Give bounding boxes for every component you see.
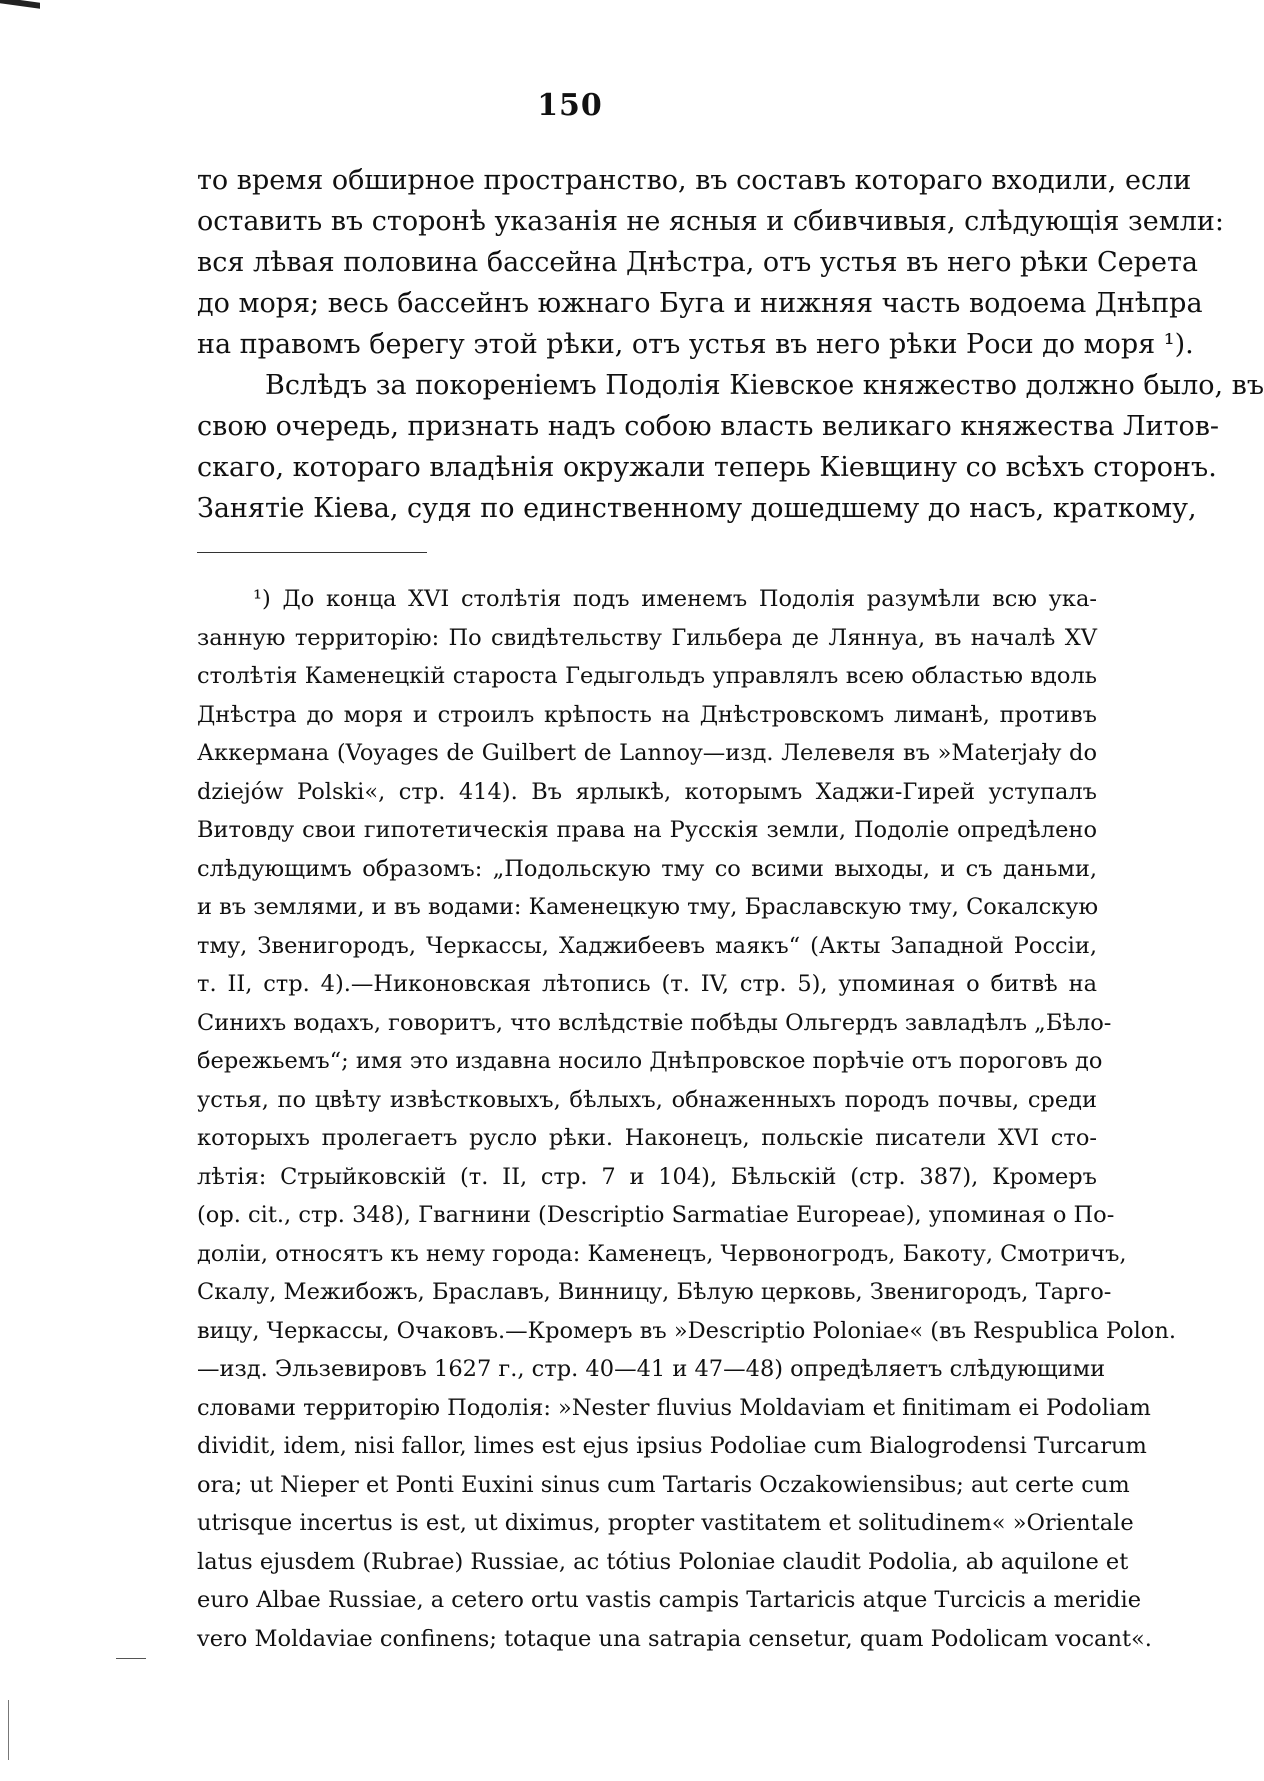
footnote-line: ora; ut Nieper et Ponti Euxini sinus cum Tartaris Oczakowiensibus; aut certe cum: [197, 1471, 1130, 1498]
footnote-line: столѣтія Каменецкій староста Гедыгольдъ управлялъ всею областью вдоль: [197, 663, 1097, 689]
footnote-line: —изд. Эльзевировъ 1627 г., стр. 40—41 и 47—48) опредѣляетъ слѣдующими: [197, 1356, 1106, 1382]
footnote-line: тму, Звенигородъ, Черкассы, Хаджибеевъ маякъ“ (Акты Западной Россіи,: [197, 932, 1097, 959]
footnote-line: которыхъ пролегаетъ русло рѣки. Наконецъ, польскіе писатели XVI сто-: [197, 1125, 1097, 1151]
footnote-line: ¹) До конца XVI столѣтія подъ именемъ Подолія разумѣли всю ука-: [253, 586, 1097, 612]
body-line: на правомъ берегу этой рѣки, отъ устья въ него рѣки Роси до моря ¹).: [197, 329, 1194, 360]
body-line: до моря; весь бассейнъ южнаго Буга и нижняя часть водоема Днѣпра: [197, 288, 1203, 319]
footnote-line: latus ejusdem (Rubrae) Russiae, ac tótius Poloniae claudit Podolia, ab aquilone et: [197, 1548, 1129, 1575]
body-line: свою очередь, признать надъ собою власть великаго княжества Литов-: [197, 411, 1220, 442]
page-number: 150: [537, 88, 603, 123]
footnote-line: бережьемъ“; имя это издавна носило Днѣпровское порѣчіе отъ пороговъ до: [197, 1048, 1103, 1074]
main-text: [197, 160, 1264, 529]
body-line: вся лѣвая половина бассейна Днѣстра, отъ устья въ него рѣки Серета: [197, 247, 1198, 278]
footnote: [197, 580, 1176, 1658]
footnote-divider: [197, 552, 427, 553]
footnote-line: т. II, стр. 4).—Никоновская лѣтопись (т. IV, стр. 5), упоминая о битвѣ на: [197, 971, 1097, 997]
body-line: Занятіе Кіева, судя по единственному дошедшему до насъ, краткому,: [197, 493, 1197, 524]
footnote-line: устья, по цвѣту извѣстковыхъ, бѣлыхъ, обнаженныхъ породъ почвы, среди: [197, 1086, 1097, 1113]
footnote-line: доліи, относятъ къ нему города: Каменецъ, Червоногродъ, Бакоту, Смотричъ,: [197, 1240, 1127, 1267]
body-line: Вслѣдъ за покореніемъ Подолія Кіевское княжество должно было, въ: [265, 370, 1264, 401]
body-line: оставить въ сторонѣ указанія не ясныя и сбивчивыя, слѣдующія земли:: [197, 206, 1225, 237]
scan-edge-mark: [0, 0, 40, 9]
footnote-line: слѣдующимъ образомъ: „Подольскую тму со всими выходы, и съ даньми,: [197, 855, 1097, 882]
scan-edge-mark: [116, 1658, 146, 1659]
footnote-line: словами территорію Подолія: »Nester fluvius Moldaviam et finitimam ei Podoliam: [197, 1394, 1151, 1421]
footnote-line: vero Moldaviae confinens; totaque una satrapia censetur, quam Podolicam vocant«.: [197, 1625, 1152, 1652]
footnote-line: Скалу, Межибожъ, Браславъ, Винницу, Бѣлую церковь, Звенигородъ, Тарго-: [197, 1279, 1112, 1305]
footnote-line: euro Albae Russiae, a cetero ortu vastis campis Tartaricis atque Turcicis a meridie: [197, 1587, 1142, 1613]
footnote-line: utrisque incertus is est, ut diximus, propter vastitatem et solitudinem« »Orientale: [197, 1510, 1134, 1536]
footnote-line: dziejów Polski«, стр. 414). Въ ярлыкѣ, которымъ Хаджи-Гирей уступалъ: [197, 778, 1097, 805]
footnote-line: вицу, Черкассы, Очаковъ.—Кромеръ въ »Descriptio Poloniae« (въ Respublica Polon.: [197, 1317, 1176, 1344]
footnote-line: Витовду свои гипотетическія права на Русскія земли, Подоліе опредѣлено: [197, 817, 1097, 843]
footnote-line: (op. cit., стр. 348), Гвагнини (Descriptio Sarmatiae Europeae), упоминая о По-: [197, 1202, 1115, 1228]
footnote-line: dividit, idem, nisi fallor, limes est ejus ipsius Podoliae cum Bialogrodensi Turcarum: [197, 1433, 1147, 1459]
footnote-line: Аккермана (Voyages de Guilbert de Lannoy—изд. Лелевеля въ »Materjały do: [197, 740, 1097, 766]
body-line: то время обширное пространство, въ составъ котораго входили, если: [197, 165, 1192, 196]
body-line: скаго, котораго владѣнія окружали теперь Кіевщину со всѣхъ сторонъ.: [197, 452, 1217, 483]
footnote-line: Синихъ водахъ, говоритъ, что вслѣдствіе побѣды Ольгердъ завладѣлъ „Бѣло-: [197, 1009, 1112, 1036]
scan-edge-mark: [8, 1700, 9, 1760]
footnote-line: и въ землями, и въ водами: Каменецкую тму, Браславскую тму, Сокалскую: [197, 894, 1099, 920]
footnote-line: занную территорію: По свидѣтельству Гильбера де Ляннуа, въ началѣ XV: [197, 624, 1097, 651]
footnote-line: лѣтія: Стрыйковскій (т. II, стр. 7 и 104), Бѣльскій (стр. 387), Кромеръ: [197, 1163, 1097, 1190]
footnote-line: Днѣстра до моря и строилъ крѣпость на Днѣстровскомъ лиманѣ, противъ: [197, 701, 1097, 728]
